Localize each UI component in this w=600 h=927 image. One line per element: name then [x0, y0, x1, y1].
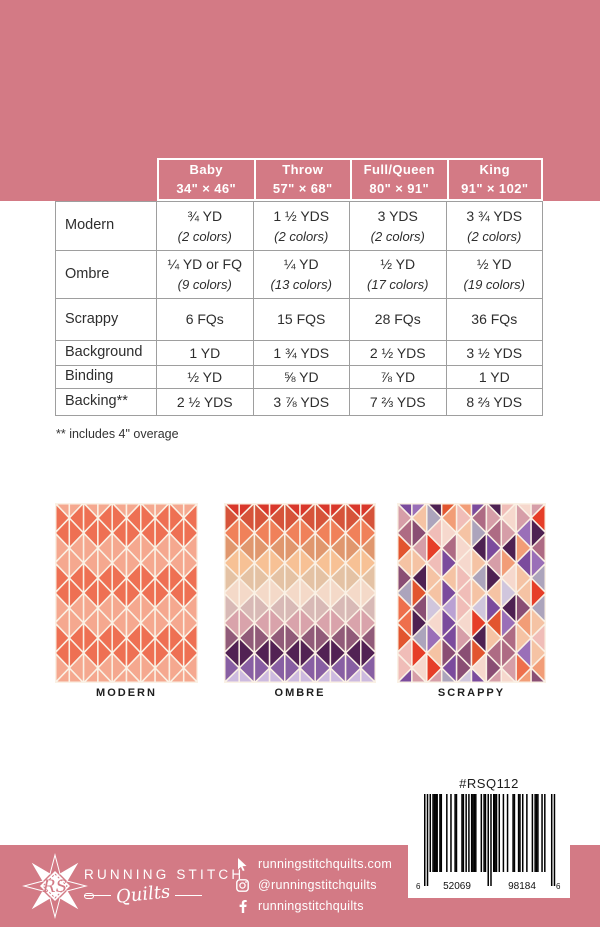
cursor-icon: [236, 858, 249, 871]
row-label: Scrappy: [56, 299, 157, 341]
barcode-digit-left: 6: [416, 882, 421, 891]
quilt-label-scrappy: SCRAPPY: [437, 687, 506, 699]
yardage-cell: 3 ¾ YDS (2 colors): [447, 202, 544, 251]
size-column-header: Throw 57" × 68": [254, 158, 351, 201]
size-column-header: Baby 34" × 46": [157, 158, 254, 201]
yardage-cell: 1 YD: [157, 341, 254, 366]
yardage-cell: 6 FQs: [157, 299, 254, 341]
row-label: Modern: [56, 202, 157, 251]
quilt-preview-ombre: [224, 503, 376, 683]
yardage-cell: ⅝ YD: [254, 366, 351, 389]
yardage-cell: 36 FQs: [447, 299, 544, 341]
size-table-body: [55, 201, 543, 416]
yardage-cell: 28 FQs: [350, 299, 447, 341]
needle-line: [84, 881, 202, 908]
barcode-digits-group2: 98184: [508, 881, 536, 892]
table-row: [56, 341, 543, 366]
row-label: Binding: [56, 366, 157, 389]
quilt-preview-modern: [55, 503, 198, 683]
website-link: runningstitchquilts.com: [236, 857, 392, 871]
row-label: Backing**: [56, 389, 157, 416]
yardage-cell: 7 ⅔ YDS: [350, 389, 447, 416]
yardage-cell: 2 ½ YDS: [350, 341, 447, 366]
size-table-header: [157, 158, 543, 201]
table-footnote: ** includes 4" overage: [56, 427, 179, 441]
yardage-cell: ½ YD (17 colors): [350, 251, 447, 299]
brand-script: Quilts: [114, 881, 172, 908]
facebook-icon: [236, 900, 249, 913]
yardage-cell: 15 FQS: [254, 299, 351, 341]
quilt-preview-scrappy: [397, 503, 546, 683]
barcode-digits-group1: 52069: [443, 881, 471, 892]
yardage-cell: 1 YD: [447, 366, 544, 389]
yardage-cell: ¾ YD (2 colors): [157, 202, 254, 251]
yardage-cell: 3 ⅞ YDS: [254, 389, 351, 416]
yardage-cell: 1 ½ YDS (2 colors): [254, 202, 351, 251]
size-column-header: Full/Queen 80" × 91": [350, 158, 447, 201]
table-row: [56, 251, 543, 299]
table-row: [56, 202, 543, 251]
table-row: [56, 389, 543, 416]
barcode: [416, 794, 562, 894]
quilt-label-modern: MODERN: [96, 687, 157, 699]
yardage-cell: ¼ YD (13 colors): [254, 251, 351, 299]
quilt-label-ombre: OMBRE: [274, 687, 326, 699]
row-label: Background: [56, 341, 157, 366]
brand-block: [84, 867, 245, 908]
table-row: [56, 366, 543, 389]
star-logo: [22, 853, 88, 919]
barcode-panel: [408, 770, 570, 898]
barcode-digit-right: 6: [556, 882, 561, 891]
yardage-cell: ½ YD: [157, 366, 254, 389]
instagram-icon: [236, 879, 249, 892]
instagram-link: @runningstitchquilts: [236, 878, 392, 892]
brand-name: RUNNING STITCH: [84, 867, 245, 882]
sku-label: #RSQ112: [459, 776, 519, 791]
yardage-cell: ½ YD (19 colors): [447, 251, 544, 299]
yardage-cell: 3 YDS (2 colors): [350, 202, 447, 251]
row-label: Ombre: [56, 251, 157, 299]
yardage-cell: ⅞ YD: [350, 366, 447, 389]
table-row: [56, 299, 543, 341]
yardage-cell: 3 ½ YDS: [447, 341, 544, 366]
logo-initials: RS: [42, 877, 68, 897]
yardage-cell: ¼ YD or FQ (9 colors): [157, 251, 254, 299]
yardage-cell: 1 ¾ YDS: [254, 341, 351, 366]
yardage-cell: 8 ⅔ YDS: [447, 389, 544, 416]
social-links: [236, 857, 392, 913]
size-column-header: King 91" × 102": [447, 158, 544, 201]
facebook-link: runningstitchquilts: [236, 899, 392, 913]
yardage-cell: 2 ½ YDS: [157, 389, 254, 416]
